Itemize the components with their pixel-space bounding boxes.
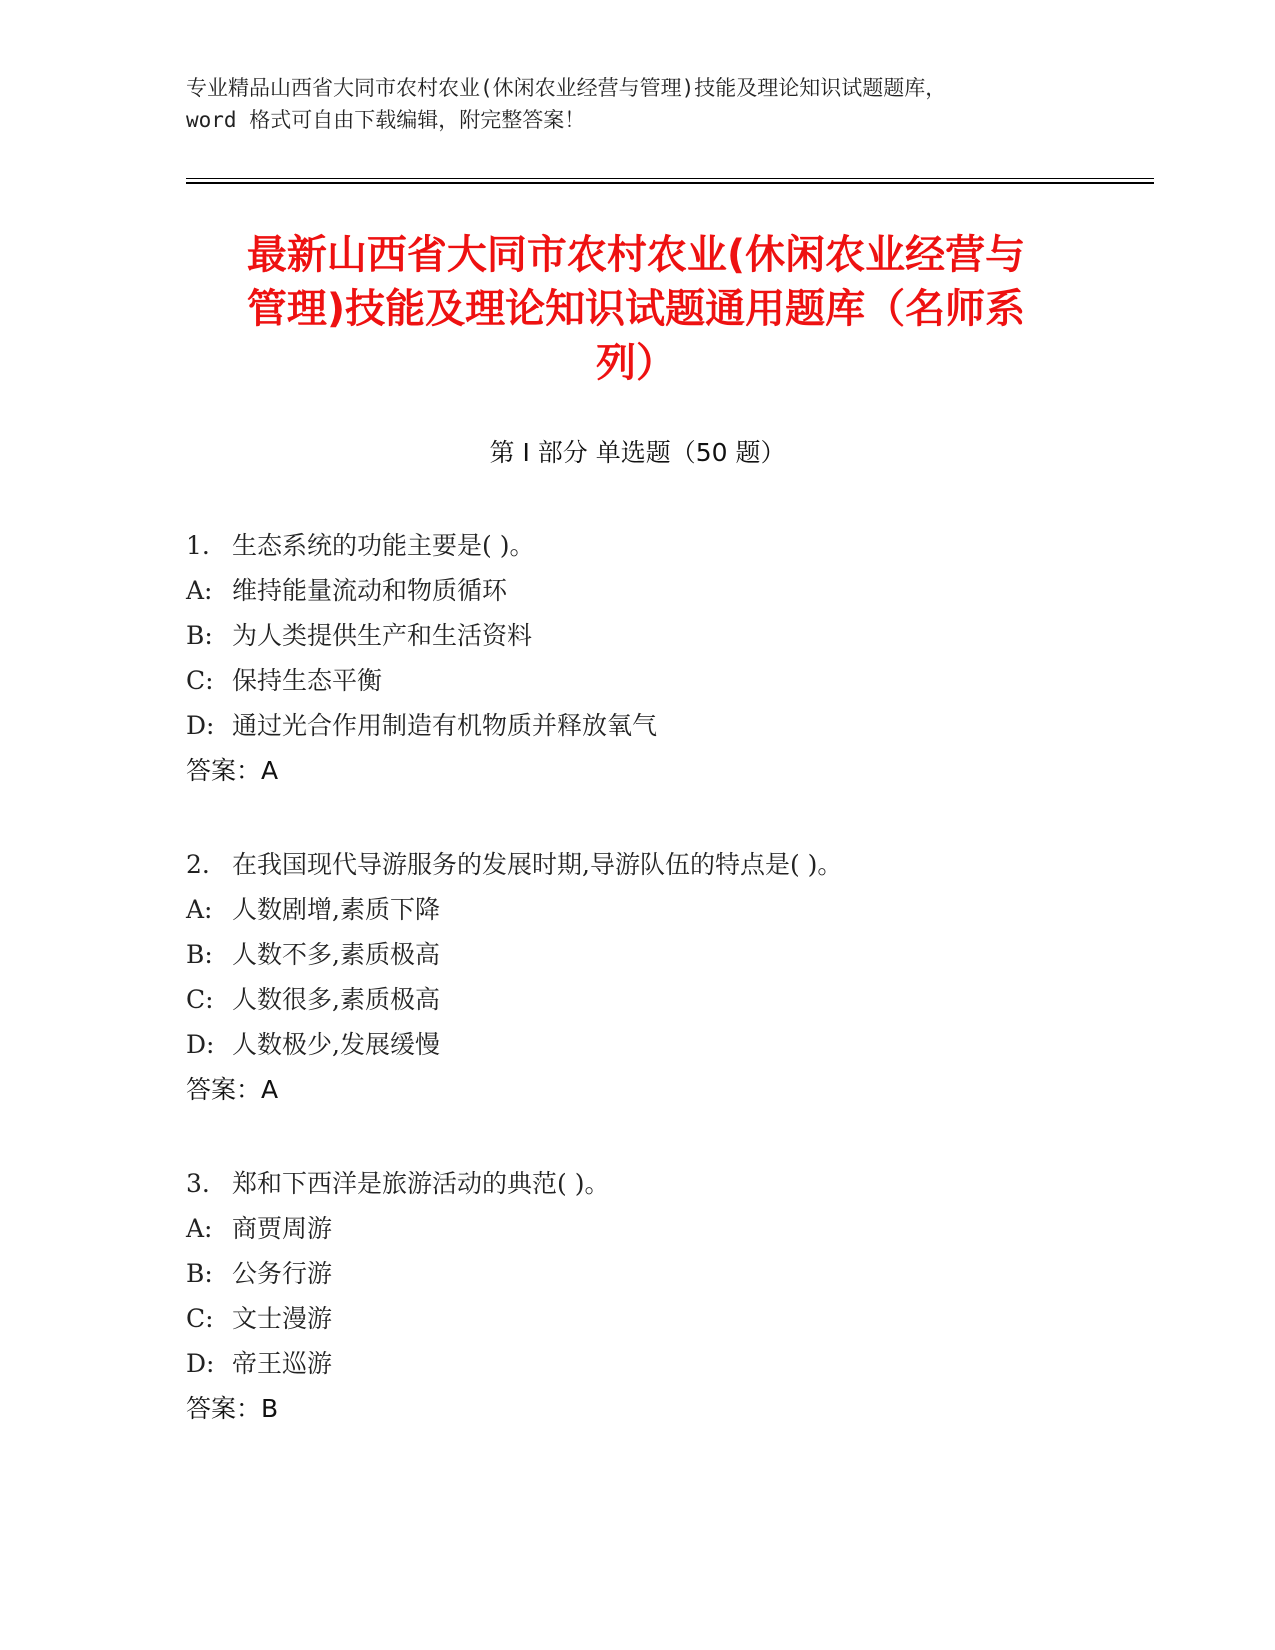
section-heading: 第 I 部分 单选题（50 题） <box>489 438 786 467</box>
option-key: A: <box>186 1214 213 1243</box>
question-text: 生态系统的功能主要是( )。 <box>232 531 535 560</box>
option-key: C: <box>186 666 214 695</box>
header-note <box>186 72 1086 136</box>
option-text: 公务行游 <box>232 1259 333 1288</box>
question-stem <box>186 1161 1146 1206</box>
question-number: 3. <box>186 1169 210 1198</box>
option-a <box>186 887 1146 932</box>
option-c <box>186 658 1146 703</box>
option-key: C: <box>186 985 214 1014</box>
option-d <box>186 1341 1146 1386</box>
document-title-line-3: 列） <box>596 340 676 386</box>
option-key: D: <box>186 711 215 740</box>
answer-line <box>186 748 1146 793</box>
option-text: 帝王巡游 <box>232 1349 333 1378</box>
option-b <box>186 1251 1146 1296</box>
answer-label: 答案： <box>186 756 262 785</box>
option-text: 商贾周游 <box>232 1214 333 1243</box>
answer-value: B <box>261 1394 279 1423</box>
option-text: 人数剧增,素质下降 <box>232 895 440 924</box>
option-key: D: <box>186 1030 215 1059</box>
answer-line <box>186 1386 1146 1431</box>
question-2 <box>186 842 1146 1112</box>
document-title-line-1: 最新山西省大同市农村农业(休闲农业经营与 <box>246 232 1026 278</box>
question-1 <box>186 523 1146 793</box>
option-text: 人数极少,发展缓慢 <box>232 1030 440 1059</box>
answer-label: 答案： <box>186 1394 262 1423</box>
question-stem <box>186 842 1146 887</box>
option-text: 人数不多,素质极高 <box>232 940 440 969</box>
answer-value: A <box>261 1075 279 1104</box>
option-b <box>186 613 1146 658</box>
option-key: B: <box>186 621 213 650</box>
option-key: A: <box>186 576 213 605</box>
option-b <box>186 932 1146 977</box>
answer-label: 答案： <box>186 1075 262 1104</box>
document-title <box>186 228 1086 390</box>
question-stem <box>186 523 1146 568</box>
question-number: 2. <box>186 850 210 879</box>
option-key: B: <box>186 940 213 969</box>
option-c <box>186 1296 1146 1341</box>
option-text: 维持能量流动和物质循环 <box>232 576 508 605</box>
header-note-line-1: 专业精品山西省大同市农村农业(休闲农业经营与管理)技能及理论知识试题题库， <box>186 76 947 100</box>
question-3 <box>186 1161 1146 1431</box>
option-text: 人数很多,素质极高 <box>232 985 440 1014</box>
option-key: C: <box>186 1304 214 1333</box>
question-text: 在我国现代导游服务的发展时期,导游队伍的特点是( )。 <box>232 850 843 879</box>
option-text: 保持生态平衡 <box>232 666 383 695</box>
option-key: A: <box>186 895 213 924</box>
header-divider-thin <box>186 178 1154 179</box>
header-divider-thick <box>186 182 1154 184</box>
question-text: 郑和下西洋是旅游活动的典范( )。 <box>232 1169 610 1198</box>
option-c <box>186 977 1146 1022</box>
option-text: 文士漫游 <box>232 1304 333 1333</box>
option-key: D: <box>186 1349 215 1378</box>
option-a <box>186 1206 1146 1251</box>
question-number: 1. <box>186 531 210 560</box>
option-key: B: <box>186 1259 213 1288</box>
option-text: 通过光合作用制造有机物质并释放氧气 <box>232 711 658 740</box>
header-note-line-2: word 格式可自由下载编辑，附完整答案！ <box>186 108 586 132</box>
option-text: 为人类提供生产和生活资料 <box>232 621 533 650</box>
option-d <box>186 1022 1146 1067</box>
document-title-line-2: 管理)技能及理论知识试题通用题库（名师系 <box>246 286 1026 332</box>
option-d <box>186 703 1146 748</box>
answer-value: A <box>261 756 279 785</box>
option-a <box>186 568 1146 613</box>
answer-line <box>186 1067 1146 1112</box>
